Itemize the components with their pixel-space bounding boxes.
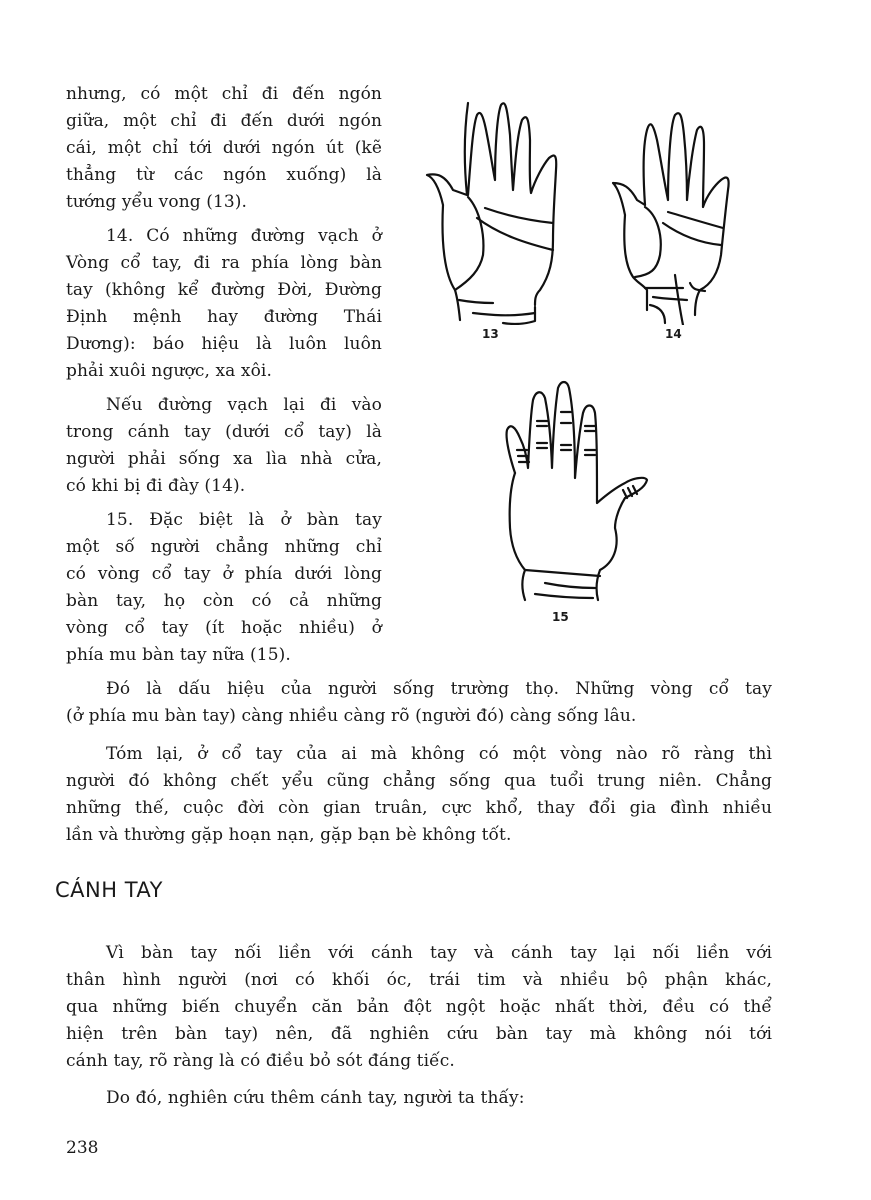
text-line: qua những biến chuyển căn bản đột ngột hoặc nhất thời, đều có thể: [66, 997, 772, 1017]
figure-13-palm: [425, 95, 585, 341]
palm-hand-illustration-icon: [605, 95, 765, 325]
text-line: nhưng, có một chỉ đi đến ngón: [66, 84, 382, 104]
text-line: tướng yểu vong (13).: [66, 192, 248, 212]
text-line: có vòng cổ tay ở phía dưới lòng: [66, 564, 382, 584]
figure-15-back-of-hand: [495, 378, 655, 624]
text-line: Vòng cổ tay, đi ra phía lòng bàn: [66, 253, 382, 273]
text-line: 14. Có những đường vạch ở: [106, 226, 382, 246]
figure-label: 13: [482, 327, 499, 341]
text-line: bàn tay, họ còn có cả những: [66, 591, 382, 611]
text-line: phía mu bàn tay nữa (15).: [66, 645, 291, 665]
text-line: lần và thường gặp hoạn nạn, gặp bạn bè không tốt.: [66, 825, 512, 845]
text-line: Định mệnh hay đường Thái: [66, 307, 382, 327]
text-line: Đó là dấu hiệu của người sống trường thọ. Những vòng cổ tay: [106, 679, 772, 699]
text-line: (ở phía mu bàn tay) càng nhiều càng rõ (người đó) càng sống lâu.: [66, 706, 637, 726]
text-line: giữa, một chỉ đi đến dưới ngón: [66, 111, 382, 131]
figure-14-palm: [605, 95, 765, 341]
text-line: người đó không chết yểu cũng chẳng sống qua tuổi trung niên. Chẳng: [66, 771, 772, 791]
text-line: một số người chẳng những chỉ: [66, 537, 382, 557]
palm-hand-illustration-icon: [425, 95, 585, 325]
text-line: thẳng từ các ngón xuống) là: [66, 165, 382, 185]
text-line: vòng cổ tay (ít hoặc nhiều) ở: [66, 618, 382, 638]
text-line: phải xuôi ngược, xa xôi.: [66, 361, 272, 381]
text-line: người phải sống xa lìa nhà cửa,: [66, 449, 382, 469]
text-line: thân hình người (nơi có khối óc, trái tim và nhiều bộ phận khác,: [66, 970, 772, 990]
text-line: Do đó, nghiên cứu thêm cánh tay, người ta thấy:: [106, 1088, 525, 1108]
text-line: 15. Đặc biệt là ở bàn tay: [106, 510, 382, 530]
text-line: những thế, cuộc đời còn gian truân, cực khổ, thay đổi gia đình nhiều: [66, 798, 772, 818]
figure-label: 14: [665, 327, 682, 341]
text-line: có khi bị đi đày (14).: [66, 476, 246, 496]
text-line: tay (không kể đường Đời, Đường: [66, 280, 382, 300]
text-line: Vì bàn tay nối liền với cánh tay và cánh tay lại nối liền với: [106, 943, 772, 963]
page-number: 238: [66, 1138, 99, 1158]
section-heading: CÁNH TAY: [55, 878, 163, 902]
text-line: hiện trên bàn tay) nên, đã nghiên cứu bàn tay mà không nói tới: [66, 1024, 772, 1044]
text-line: Nếu đường vạch lại đi vào: [106, 395, 382, 415]
text-line: Tóm lại, ở cổ tay của ai mà không có một vòng nào rõ ràng thì: [106, 744, 772, 764]
back-of-hand-illustration-icon: [495, 378, 655, 608]
text-line: trong cánh tay (dưới cổ tay) là: [66, 422, 382, 442]
text-line: Dương): báo hiệu là luôn luôn: [66, 334, 382, 354]
text-line: cái, một chỉ tới dưới ngón út (kẽ: [66, 138, 382, 158]
figure-label: 15: [552, 610, 569, 624]
text-line: cánh tay, rõ ràng là có điều bỏ sót đáng tiếc.: [66, 1051, 455, 1071]
